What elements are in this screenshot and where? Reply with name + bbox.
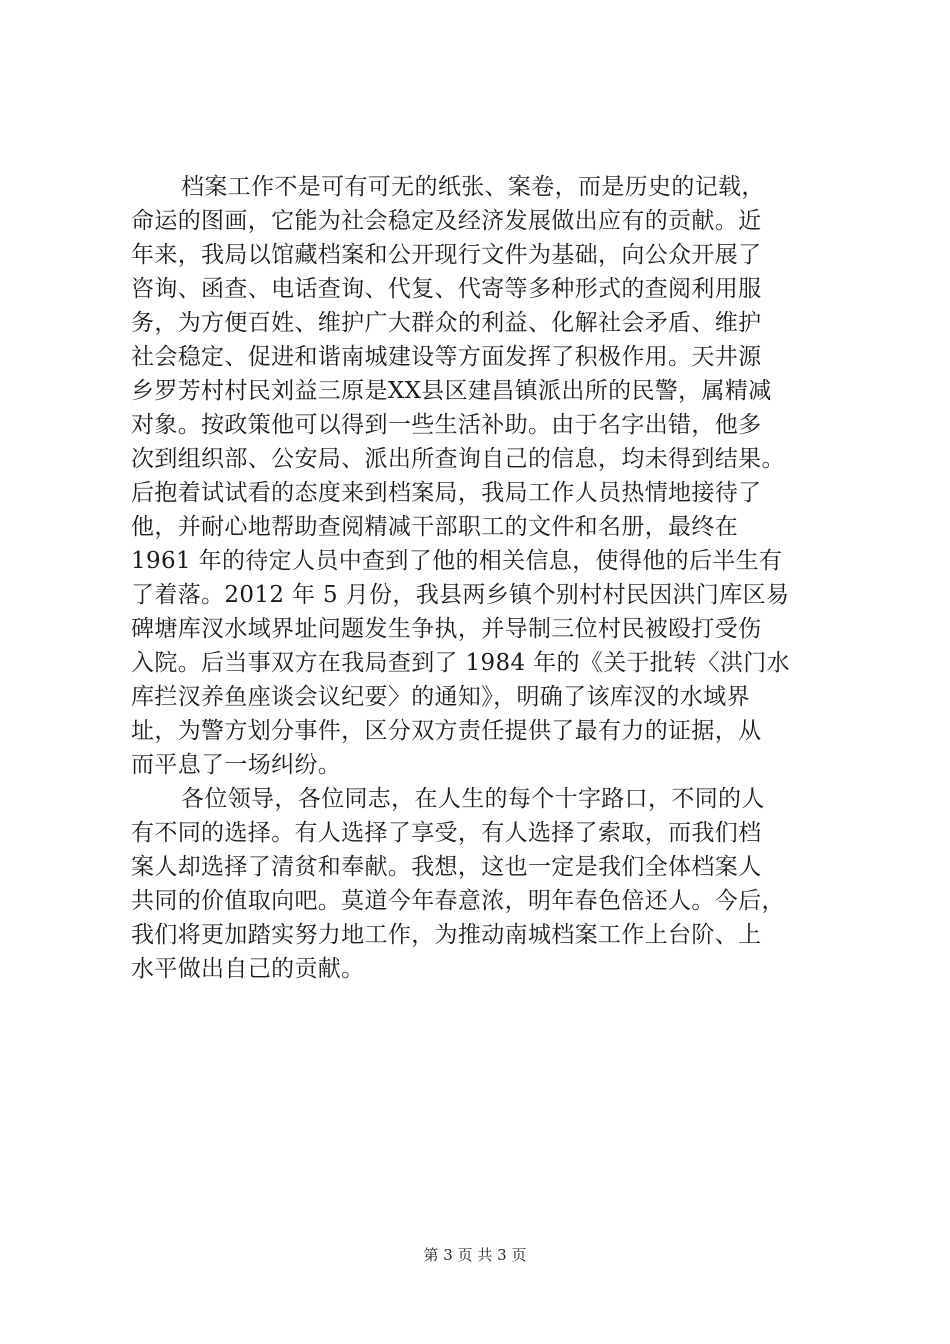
text-line: 后抱着试试看的态度来到档案局，我局工作人员热情地接待了 bbox=[131, 480, 762, 506]
text-line: 而平息了一场纠纷。 bbox=[131, 752, 342, 778]
text-line: 档案工作不是可有可无的纸张、案卷，而是历史的记载， bbox=[181, 174, 765, 200]
text-line: 共同的价值取向吧。莫道今年春意浓，明年春色倍还人。今后， bbox=[131, 888, 785, 914]
text-line: 了着落。2012 年 5 月份，我县两乡镇个别村村民因洪门库区易 bbox=[131, 582, 790, 608]
text-line: 社会稳定、促进和谐南城建设等方面发挥了积极作用。天井源 bbox=[131, 344, 762, 370]
text-line: 1961 年的待定人员中查到了他的相关信息，使得他的后半生有 bbox=[131, 548, 783, 574]
text-line: 对象。按政策他可以得到一些生活补助。由于名字出错，他多 bbox=[131, 412, 762, 438]
text-line: 入院。后当事双方在我局查到了 1984 年的《关于批转〈洪门水 bbox=[131, 650, 791, 676]
text-line: 次到组织部、公安局、派出所查询自己的信息，均未得到结果。 bbox=[131, 446, 785, 472]
text-line: 有不同的选择。有人选择了享受，有人选择了索取，而我们档 bbox=[131, 820, 762, 846]
paragraph-1 bbox=[131, 170, 821, 782]
document-body bbox=[131, 170, 821, 986]
text-line: 各位领导，各位同志，在人生的每个十字路口，不同的人 bbox=[181, 786, 765, 812]
text-line: 咨询、函查、电话查询、代复、代寄等多种形式的查阅利用服 bbox=[131, 276, 762, 302]
text-line: 碑塘库汊水域界址问题发生争执，并导制三位村民被殴打受伤 bbox=[131, 616, 762, 642]
text-line: 我们将更加踏实努力地工作，为推动南城档案工作上台阶、上 bbox=[131, 922, 762, 948]
text-line: 年来，我局以馆藏档案和公开现行文件为基础，向公众开展了 bbox=[131, 242, 762, 268]
text-line: 址，为警方划分事件，区分双方责任提供了最有力的证据，从 bbox=[131, 718, 762, 744]
text-line: 务，为方便百姓、维护广大群众的利益、化解社会矛盾、维护 bbox=[131, 310, 762, 336]
text-line: 他，并耐心地帮助查阅精减干部职工的文件和名册，最终在 bbox=[131, 514, 739, 540]
text-line: 水平做出自己的贡献。 bbox=[131, 956, 365, 982]
text-line: 乡罗芳村村民刘益三原是XX县区建昌镇派出所的民警，属精减 bbox=[131, 378, 772, 404]
paragraph-2 bbox=[131, 782, 821, 986]
text-line: 库拦汊养鱼座谈会议纪要〉的通知》，明确了该库汊的水域界 bbox=[131, 684, 750, 710]
text-line: 案人却选择了清贫和奉献。我想，这也一定是我们全体档案人 bbox=[131, 854, 762, 880]
page-number-footer: 第 3 页 共 3 页 bbox=[423, 1246, 527, 1264]
text-line: 命运的图画，它能为社会稳定及经济发展做出应有的贡献。近 bbox=[131, 208, 762, 234]
